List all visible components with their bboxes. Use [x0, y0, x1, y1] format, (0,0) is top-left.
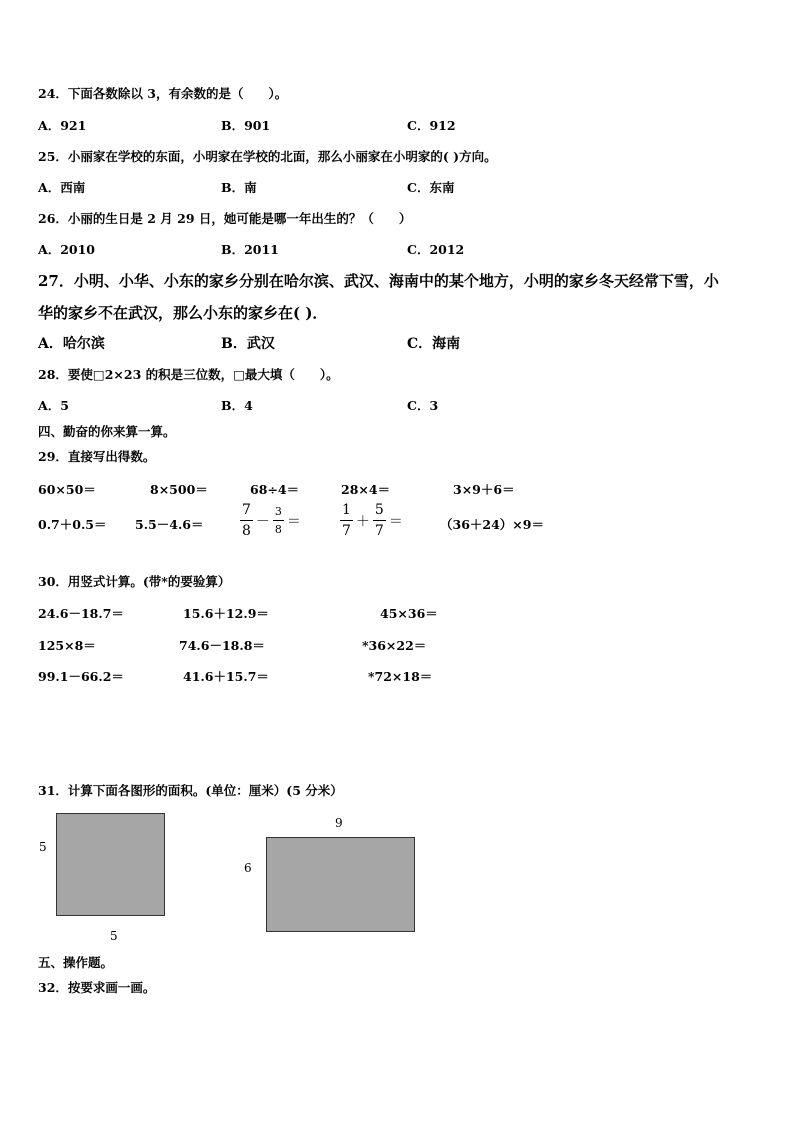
q26-option-a: A．2010 [38, 242, 95, 257]
q31-title: 31．计算下面各图形的面积。(单位：厘米）(5 分米） [38, 783, 343, 798]
q26-option-c: C．2012 [407, 242, 465, 257]
frac1-numerator-2: 3 [273, 506, 284, 521]
q30-r3-c1: 99.1－66.2＝ [38, 669, 124, 684]
frac1-denominator-1: 8 [242, 523, 251, 539]
q27-text-line1: 27．小明、小华、小东的家乡分别在哈尔滨、武汉、海南中的某个地方，小明的家乡冬天经常下雪，小 [38, 272, 719, 290]
q32-text: 32．按要求画一画。 [38, 980, 156, 995]
q30-r2-c3: *36×22＝ [362, 638, 427, 653]
q25-option-c: C．东南 [407, 180, 455, 195]
q28-text: 28．要使□2×23 的积是三位数，□最大填（ ）。 [38, 367, 339, 382]
q29-r2-c2: 5.5－4.6＝ [135, 517, 204, 532]
q25-option-b: B．南 [221, 180, 257, 195]
square-bottom-label: 5 [110, 929, 118, 943]
q30-r3-c2: 41.6＋15.7＝ [183, 669, 269, 684]
section5-heading: 五、操作题。 [38, 955, 114, 970]
q28-option-b: B．4 [221, 398, 253, 413]
q30-r3-c3: *72×18＝ [368, 669, 433, 684]
q25-option-a: A．西南 [38, 180, 86, 195]
q30-r1-c1: 24.6－18.7＝ [38, 606, 124, 621]
q30-r1-c2: 15.6＋12.9＝ [183, 606, 269, 621]
q29-title: 29．直接写出得数。 [38, 449, 156, 464]
frac2-numerator-2: 5 [373, 503, 386, 521]
q26-option-b: B．2011 [221, 242, 279, 257]
q27-text-line2: 华的家乡不在武汉，那么小东的家乡在( )． [38, 304, 328, 322]
q30-r2-c1: 125×8＝ [38, 638, 96, 653]
q25-text: 25．小丽家在学校的东面，小明家在学校的北面，那么小丽家在小明家的( )方向。 [38, 149, 497, 164]
q24-option-c: C．912 [407, 118, 456, 133]
frac2-operator: ＋ [355, 513, 370, 530]
q27-option-a: A．哈尔滨 [38, 336, 105, 352]
q30-title: 30．用竖式计算。(带*的要验算） [38, 574, 231, 589]
frac1-numerator-1: 7 [240, 503, 253, 521]
frac2-equals: ＝ [388, 513, 403, 530]
square-figure [56, 813, 165, 916]
q29-r2-c1: 0.7＋0.5＝ [38, 517, 107, 532]
q26-text: 26．小丽的生日是 2 月 29 日，她可能是哪一年出生的？（ ） [38, 211, 412, 226]
rect-top-label: 9 [335, 816, 343, 830]
q24-text: 24．下面各数除以 3，有余数的是（ ）。 [38, 86, 288, 101]
frac1-equals: ＝ [286, 513, 301, 530]
rect-side-label: 6 [244, 861, 252, 875]
frac2-denominator-2: 7 [374, 523, 384, 539]
q29-fraction-expression-1 [240, 503, 304, 538]
q28-option-c: C．3 [407, 398, 439, 413]
frac2-numerator-1: 1 [340, 503, 353, 521]
q29-r1-c3: 68÷4＝ [250, 482, 300, 497]
frac1-denominator-2: 8 [274, 523, 282, 536]
q24-option-a: A．921 [38, 118, 87, 133]
square-side-label: 5 [39, 840, 47, 854]
q27-option-c: C．海南 [407, 336, 461, 352]
frac2-denominator-1: 7 [342, 523, 351, 539]
q29-r1-c2: 8×500＝ [150, 482, 208, 497]
q29-r1-c4: 28×4＝ [341, 482, 391, 497]
section4-heading: 四、勤奋的你来算一算。 [38, 424, 176, 439]
q30-r1-c3: 45×36＝ [380, 606, 438, 621]
q29-r1-c1: 60×50＝ [38, 482, 96, 497]
q29-r1-c5: 3×9＋6＝ [453, 482, 515, 497]
q30-r2-c2: 74.6－18.8＝ [179, 638, 265, 653]
frac1-operator: － [255, 513, 270, 530]
q28-option-a: A．5 [38, 398, 69, 413]
q29-r2-c5: （36＋24）×9＝ [440, 517, 544, 532]
q29-fraction-expression-2 [340, 503, 406, 538]
rectangle-figure [266, 837, 415, 932]
q24-option-b: B．901 [221, 118, 271, 133]
q27-option-b: B．武汉 [221, 336, 275, 352]
